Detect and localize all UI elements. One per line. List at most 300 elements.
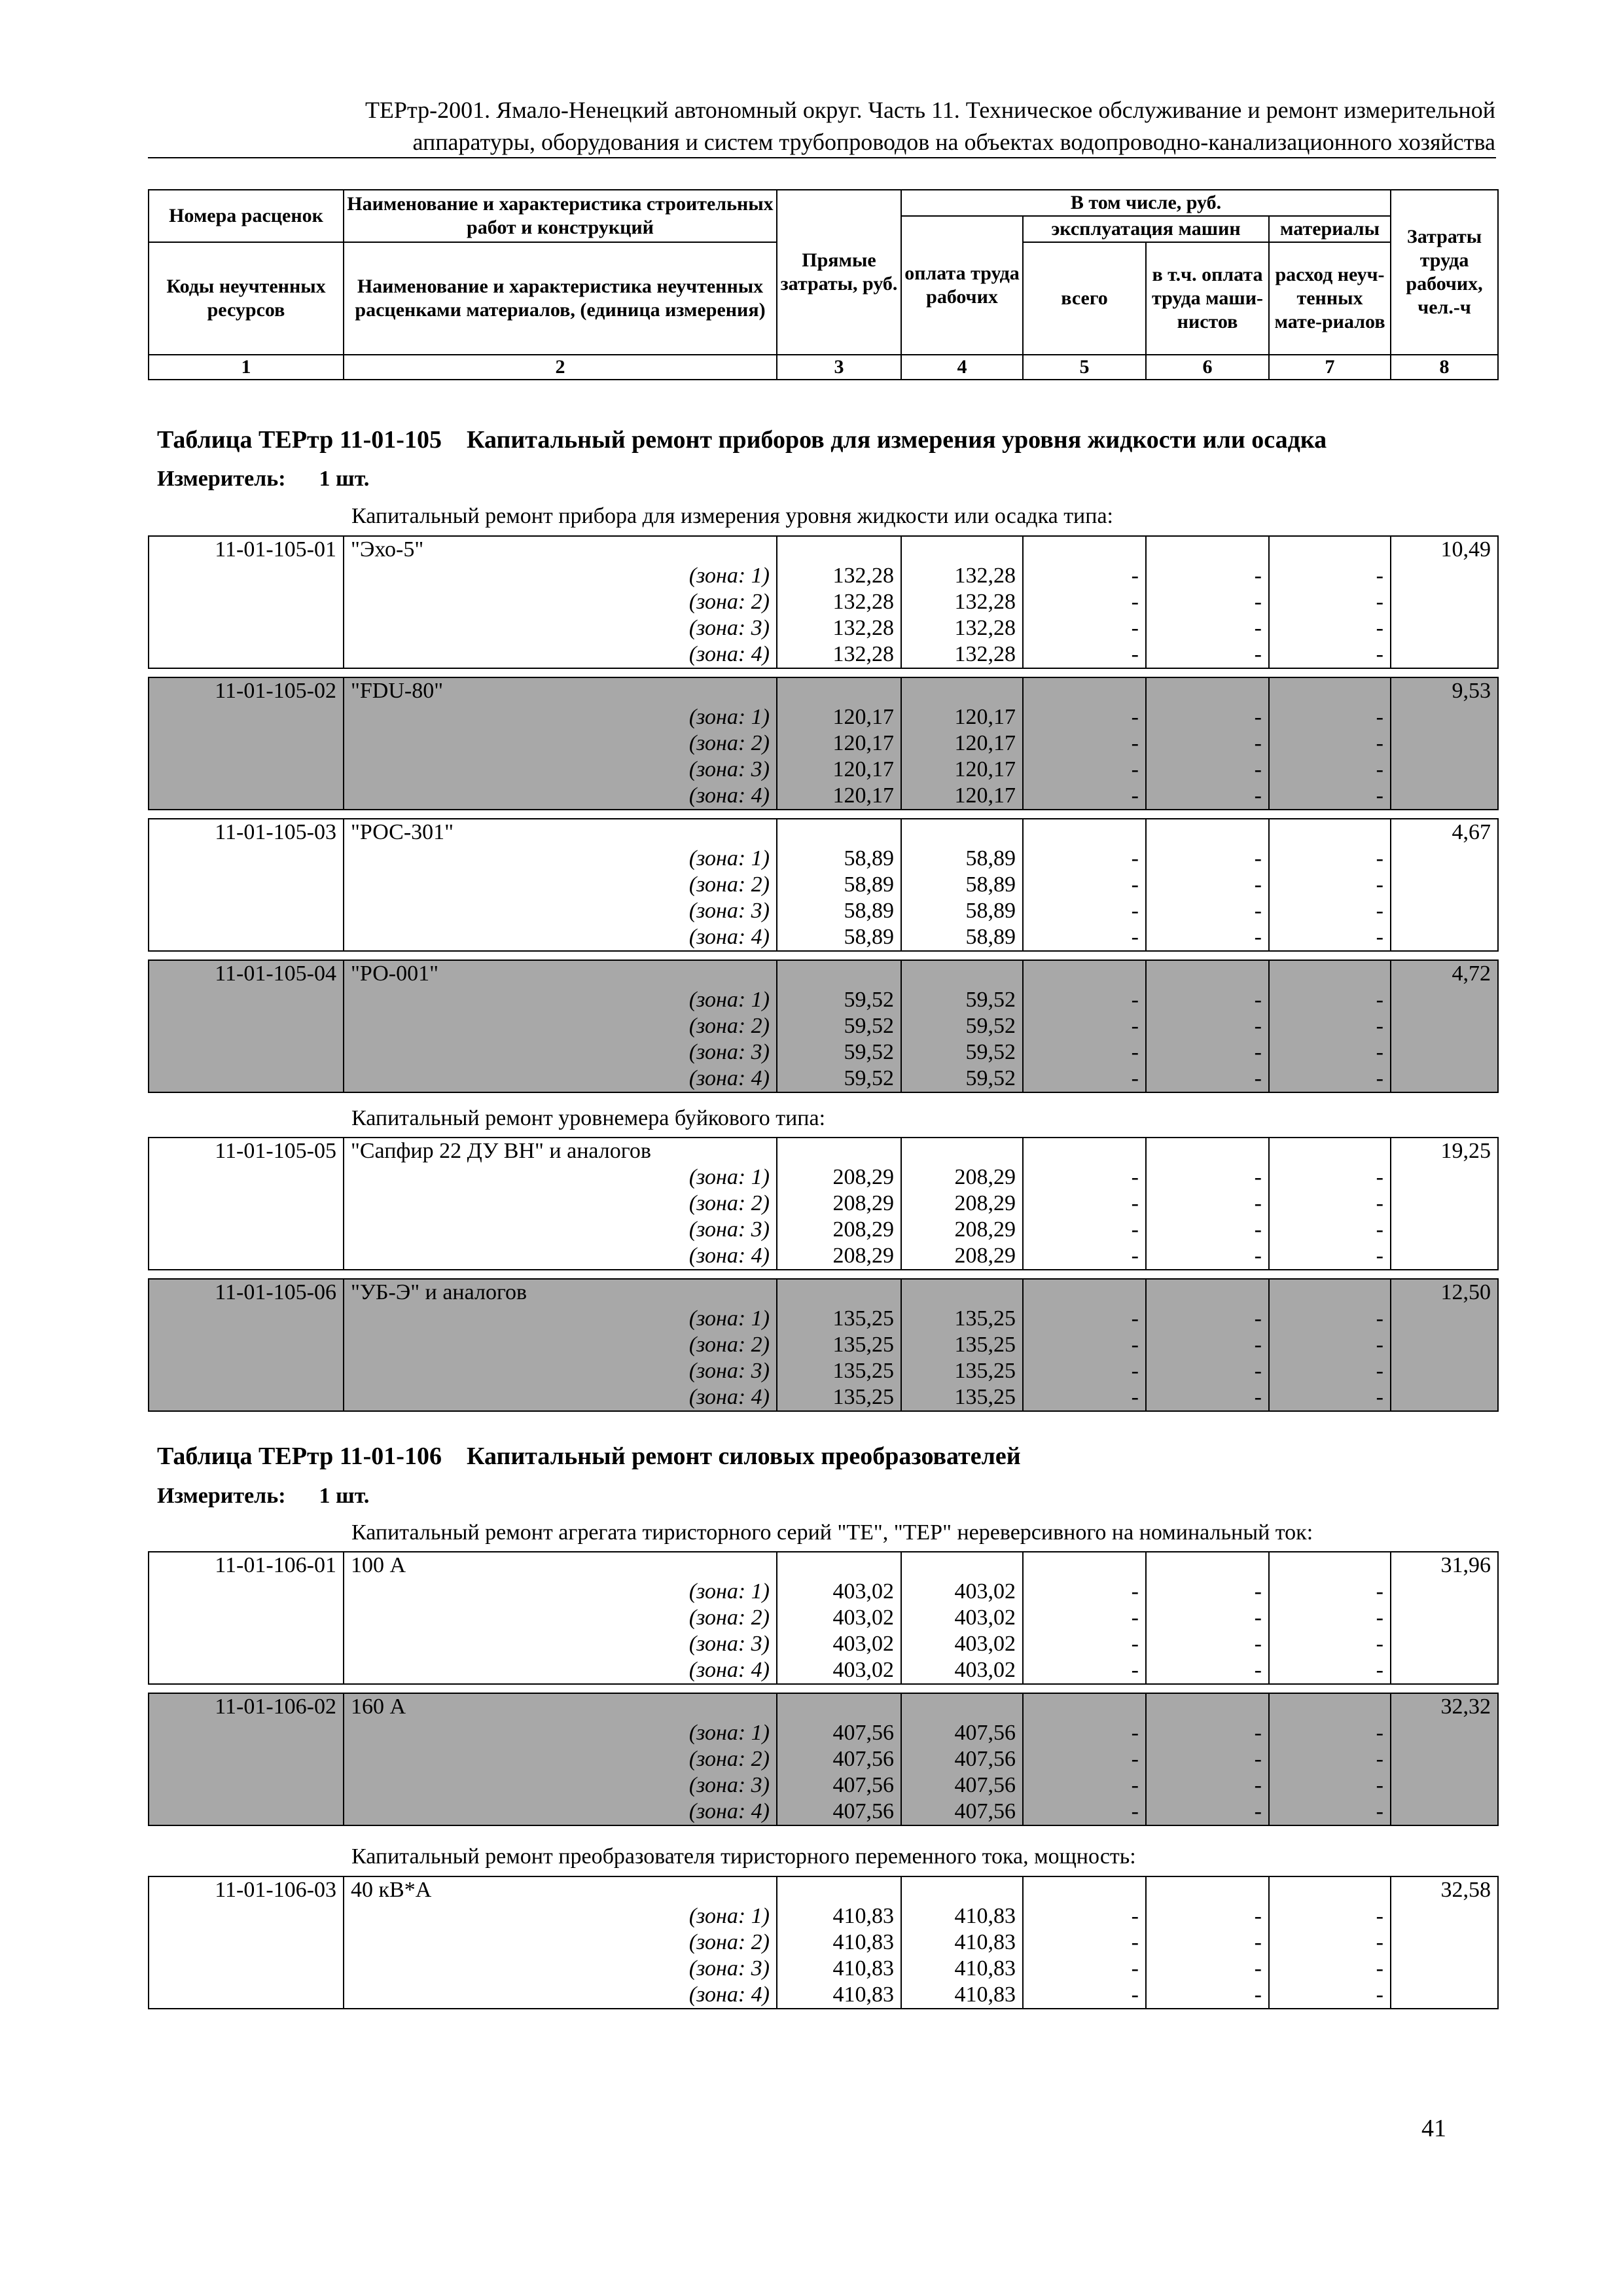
zone-label: (зона: 1) bbox=[344, 1903, 777, 1929]
zone-row bbox=[149, 1720, 1498, 1746]
machinist-pay: - bbox=[1146, 1956, 1269, 1982]
empty-cell bbox=[1269, 677, 1391, 704]
machinist-pay: - bbox=[1146, 1605, 1269, 1631]
group-caption: Капитальный ремонт преобразователя тиристорного переменного тока, мощность: bbox=[351, 1844, 1136, 1869]
empty-cell bbox=[1391, 872, 1498, 898]
machinist-pay: - bbox=[1146, 1746, 1269, 1772]
material-usage: - bbox=[1269, 1217, 1391, 1243]
machinist-pay: - bbox=[1146, 1039, 1269, 1066]
empty-cell bbox=[1391, 987, 1498, 1013]
labor-hours-value: 4,67 bbox=[1391, 819, 1498, 846]
zone-label: (зона: 3) bbox=[344, 1217, 777, 1243]
material-usage: - bbox=[1269, 1013, 1391, 1039]
machinist-pay: - bbox=[1146, 898, 1269, 924]
zone-row bbox=[149, 615, 1498, 641]
material-usage: - bbox=[1269, 730, 1391, 757]
col-material-name: Наименование и характеристика неучтенных расценками материалов, (единица измерения) bbox=[344, 242, 777, 355]
rate-item-header-row bbox=[149, 1693, 1498, 1720]
zone-label: (зона: 1) bbox=[344, 563, 777, 589]
col-materials: материалы bbox=[1269, 216, 1391, 242]
material-usage: - bbox=[1269, 783, 1391, 810]
zone-label: (зона: 2) bbox=[344, 589, 777, 615]
empty-cell bbox=[149, 1164, 344, 1191]
worker-pay: 59,52 bbox=[901, 1013, 1023, 1039]
labor-hours-value: 9,53 bbox=[1391, 677, 1498, 704]
direct-cost: 410,83 bbox=[777, 1982, 901, 2009]
zone-row bbox=[149, 1332, 1498, 1358]
worker-pay: 58,89 bbox=[901, 898, 1023, 924]
empty-cell bbox=[901, 960, 1023, 987]
worker-pay: 208,29 bbox=[901, 1191, 1023, 1217]
machinist-pay: - bbox=[1146, 987, 1269, 1013]
empty-cell bbox=[1269, 1279, 1391, 1306]
material-usage: - bbox=[1269, 1384, 1391, 1411]
zone-label: (зона: 1) bbox=[344, 704, 777, 730]
zone-row bbox=[149, 1358, 1498, 1384]
running-header-line1: ТЕРтр-2001. Ямало-Ненецкий автономный округ. Часть 11. Техническое обслуживание и ремонт измерительной bbox=[365, 97, 1495, 123]
direct-cost: 132,28 bbox=[777, 641, 901, 668]
empty-cell bbox=[1391, 1903, 1498, 1929]
machinist-pay: - bbox=[1146, 1066, 1269, 1092]
zone-label: (зона: 1) bbox=[344, 1306, 777, 1332]
col-num: 5 bbox=[1023, 355, 1146, 380]
labor-hours-value: 32,58 bbox=[1391, 1876, 1498, 1903]
empty-cell bbox=[149, 1929, 344, 1956]
empty-cell bbox=[901, 1138, 1023, 1164]
machinist-pay: - bbox=[1146, 704, 1269, 730]
worker-pay: 132,28 bbox=[901, 589, 1023, 615]
worker-pay: 120,17 bbox=[901, 730, 1023, 757]
page-number: 41 bbox=[1421, 2115, 1446, 2142]
empty-cell bbox=[149, 1903, 344, 1929]
empty-cell bbox=[777, 819, 901, 846]
material-usage: - bbox=[1269, 1772, 1391, 1799]
empty-cell bbox=[901, 1876, 1023, 1903]
empty-cell bbox=[149, 898, 344, 924]
empty-cell bbox=[1269, 960, 1391, 987]
material-usage: - bbox=[1269, 924, 1391, 951]
rate-name: "Эхо-5" bbox=[344, 536, 777, 563]
column-header-table bbox=[148, 189, 1499, 380]
direct-cost: 58,89 bbox=[777, 898, 901, 924]
machines-total: - bbox=[1023, 783, 1146, 810]
rate-item-block bbox=[148, 960, 1499, 1093]
zone-label: (зона: 2) bbox=[344, 1332, 777, 1358]
zone-label: (зона: 2) bbox=[344, 1746, 777, 1772]
zone-row bbox=[149, 730, 1498, 757]
zone-label: (зона: 3) bbox=[344, 1956, 777, 1982]
direct-cost: 410,83 bbox=[777, 1956, 901, 1982]
machines-total: - bbox=[1023, 615, 1146, 641]
machinist-pay: - bbox=[1146, 1358, 1269, 1384]
rate-item-header-row bbox=[149, 819, 1498, 846]
material-usage: - bbox=[1269, 872, 1391, 898]
direct-cost: 58,89 bbox=[777, 872, 901, 898]
rate-name: 40 кВ*А bbox=[344, 1876, 777, 1903]
empty-cell bbox=[1391, 1799, 1498, 1825]
direct-cost: 407,56 bbox=[777, 1720, 901, 1746]
empty-cell bbox=[149, 783, 344, 810]
machinist-pay: - bbox=[1146, 1799, 1269, 1825]
material-usage: - bbox=[1269, 615, 1391, 641]
zone-row bbox=[149, 1013, 1498, 1039]
empty-cell bbox=[1146, 1552, 1269, 1579]
table-title: Таблица ТЕРтр 11-01-105 Капитальный ремонт приборов для измерения уровня жидкости или осадка bbox=[157, 426, 1327, 454]
machines-total: - bbox=[1023, 589, 1146, 615]
zone-label: (зона: 4) bbox=[344, 1982, 777, 2009]
worker-pay: 208,29 bbox=[901, 1243, 1023, 1270]
rate-name: 100 А bbox=[344, 1552, 777, 1579]
table-title: Таблица ТЕРтр 11-01-106 Капитальный ремонт силовых преобразователей bbox=[157, 1443, 1021, 1470]
machines-total: - bbox=[1023, 730, 1146, 757]
material-usage: - bbox=[1269, 1746, 1391, 1772]
rate-code: 11-01-106-02 bbox=[149, 1693, 344, 1720]
machinist-pay: - bbox=[1146, 1579, 1269, 1605]
direct-cost: 403,02 bbox=[777, 1605, 901, 1631]
empty-cell bbox=[1391, 1332, 1498, 1358]
zone-label: (зона: 2) bbox=[344, 872, 777, 898]
zone-row bbox=[149, 1066, 1498, 1092]
zone-label: (зона: 2) bbox=[344, 730, 777, 757]
material-usage: - bbox=[1269, 563, 1391, 589]
worker-pay: 59,52 bbox=[901, 1039, 1023, 1066]
empty-cell bbox=[1023, 1279, 1146, 1306]
col-num: 4 bbox=[901, 355, 1023, 380]
empty-cell bbox=[149, 704, 344, 730]
zone-row bbox=[149, 1039, 1498, 1066]
zone-label: (зона: 4) bbox=[344, 1657, 777, 1684]
worker-pay: 58,89 bbox=[901, 924, 1023, 951]
direct-cost: 132,28 bbox=[777, 615, 901, 641]
col-labor-hours: Затраты труда рабочих, чел.-ч bbox=[1391, 190, 1498, 355]
zone-row bbox=[149, 1799, 1498, 1825]
machines-total: - bbox=[1023, 1306, 1146, 1332]
empty-cell bbox=[149, 1013, 344, 1039]
empty-cell bbox=[149, 757, 344, 783]
direct-cost: 410,83 bbox=[777, 1929, 901, 1956]
machinist-pay: - bbox=[1146, 730, 1269, 757]
machinist-pay: - bbox=[1146, 1772, 1269, 1799]
worker-pay: 120,17 bbox=[901, 757, 1023, 783]
zone-label: (зона: 3) bbox=[344, 757, 777, 783]
empty-cell bbox=[1391, 1605, 1498, 1631]
empty-cell bbox=[901, 677, 1023, 704]
rate-item-header-row bbox=[149, 1552, 1498, 1579]
worker-pay: 132,28 bbox=[901, 615, 1023, 641]
machinist-pay: - bbox=[1146, 1191, 1269, 1217]
zone-row bbox=[149, 1982, 1498, 2009]
zone-label: (зона: 4) bbox=[344, 783, 777, 810]
empty-cell bbox=[777, 1693, 901, 1720]
machinist-pay: - bbox=[1146, 1384, 1269, 1411]
zone-row bbox=[149, 1243, 1498, 1270]
worker-pay: 132,28 bbox=[901, 641, 1023, 668]
machines-total: - bbox=[1023, 898, 1146, 924]
machines-total: - bbox=[1023, 1720, 1146, 1746]
worker-pay: 120,17 bbox=[901, 783, 1023, 810]
rate-item-header-row bbox=[149, 960, 1498, 987]
empty-cell bbox=[1391, 1772, 1498, 1799]
rate-code: 11-01-106-01 bbox=[149, 1552, 344, 1579]
zone-row bbox=[149, 1164, 1498, 1191]
direct-cost: 59,52 bbox=[777, 1039, 901, 1066]
rate-name: "РОС-301" bbox=[344, 819, 777, 846]
empty-cell bbox=[1391, 1982, 1498, 2009]
empty-cell bbox=[1391, 924, 1498, 951]
rate-item-block bbox=[148, 677, 1499, 810]
machines-total: - bbox=[1023, 1332, 1146, 1358]
direct-cost: 410,83 bbox=[777, 1903, 901, 1929]
empty-cell bbox=[1269, 1876, 1391, 1903]
machines-total: - bbox=[1023, 924, 1146, 951]
empty-cell bbox=[1023, 819, 1146, 846]
machines-total: - bbox=[1023, 1903, 1146, 1929]
empty-cell bbox=[149, 1799, 344, 1825]
empty-cell bbox=[777, 1552, 901, 1579]
zone-label: (зона: 1) bbox=[344, 1579, 777, 1605]
empty-cell bbox=[149, 1631, 344, 1657]
zone-row bbox=[149, 898, 1498, 924]
col-machines-total: всего bbox=[1023, 242, 1146, 355]
machinist-pay: - bbox=[1146, 641, 1269, 668]
direct-cost: 407,56 bbox=[777, 1799, 901, 1825]
direct-cost: 208,29 bbox=[777, 1191, 901, 1217]
zone-label: (зона: 3) bbox=[344, 615, 777, 641]
zone-row bbox=[149, 1384, 1498, 1411]
zone-row bbox=[149, 1217, 1498, 1243]
empty-cell bbox=[1391, 1956, 1498, 1982]
zone-label: (зона: 4) bbox=[344, 1066, 777, 1092]
measure-unit: Измеритель: 1 шт. bbox=[157, 1484, 370, 1508]
material-usage: - bbox=[1269, 757, 1391, 783]
empty-cell bbox=[777, 1876, 901, 1903]
empty-cell bbox=[1391, 1746, 1498, 1772]
zone-row bbox=[149, 563, 1498, 589]
worker-pay: 58,89 bbox=[901, 846, 1023, 872]
group-caption: Капитальный ремонт агрегата тиристорного серий "ТЕ", "ТЕР" нереверсивного на номинальный ток: bbox=[351, 1520, 1313, 1545]
direct-cost: 208,29 bbox=[777, 1243, 901, 1270]
col-work-name: Наименование и характеристика строительных работ и конструкций bbox=[344, 190, 777, 242]
machinist-pay: - bbox=[1146, 872, 1269, 898]
rate-code: 11-01-105-02 bbox=[149, 677, 344, 704]
rate-code: 11-01-105-04 bbox=[149, 960, 344, 987]
worker-pay: 407,56 bbox=[901, 1772, 1023, 1799]
empty-cell bbox=[1391, 1929, 1498, 1956]
empty-cell bbox=[149, 872, 344, 898]
empty-cell bbox=[1391, 589, 1498, 615]
zone-label: (зона: 3) bbox=[344, 1358, 777, 1384]
worker-pay: 403,02 bbox=[901, 1657, 1023, 1684]
direct-cost: 403,02 bbox=[777, 1579, 901, 1605]
machines-total: - bbox=[1023, 1746, 1146, 1772]
machines-total: - bbox=[1023, 1217, 1146, 1243]
material-usage: - bbox=[1269, 987, 1391, 1013]
empty-cell bbox=[1146, 819, 1269, 846]
empty-cell bbox=[149, 1579, 344, 1605]
direct-cost: 58,89 bbox=[777, 924, 901, 951]
col-worker-pay: оплата труда рабочих bbox=[901, 216, 1023, 355]
empty-cell bbox=[777, 677, 901, 704]
empty-cell bbox=[149, 987, 344, 1013]
machines-total: - bbox=[1023, 1956, 1146, 1982]
col-num: 7 bbox=[1269, 355, 1391, 380]
rate-code: 11-01-105-03 bbox=[149, 819, 344, 846]
header-rule bbox=[148, 157, 1496, 158]
material-usage: - bbox=[1269, 589, 1391, 615]
rate-code: 11-01-106-03 bbox=[149, 1876, 344, 1903]
direct-cost: 135,25 bbox=[777, 1358, 901, 1384]
machinist-pay: - bbox=[1146, 1657, 1269, 1684]
machinist-pay: - bbox=[1146, 1013, 1269, 1039]
machinist-pay: - bbox=[1146, 846, 1269, 872]
machines-total: - bbox=[1023, 1358, 1146, 1384]
empty-cell bbox=[1269, 1693, 1391, 1720]
zone-label: (зона: 2) bbox=[344, 1013, 777, 1039]
empty-cell bbox=[901, 536, 1023, 563]
empty-cell bbox=[1391, 1039, 1498, 1066]
machines-total: - bbox=[1023, 757, 1146, 783]
empty-cell bbox=[149, 641, 344, 668]
worker-pay: 403,02 bbox=[901, 1631, 1023, 1657]
empty-cell bbox=[149, 1384, 344, 1411]
empty-cell bbox=[1391, 1720, 1498, 1746]
machines-total: - bbox=[1023, 1772, 1146, 1799]
machines-total: - bbox=[1023, 1384, 1146, 1411]
direct-cost: 59,52 bbox=[777, 1013, 901, 1039]
empty-cell bbox=[149, 1039, 344, 1066]
rate-item-block bbox=[148, 1693, 1499, 1826]
material-usage: - bbox=[1269, 641, 1391, 668]
labor-hours-value: 31,96 bbox=[1391, 1552, 1498, 1579]
worker-pay: 407,56 bbox=[901, 1799, 1023, 1825]
machines-total: - bbox=[1023, 1579, 1146, 1605]
labor-hours-value: 12,50 bbox=[1391, 1279, 1498, 1306]
zone-label: (зона: 4) bbox=[344, 1799, 777, 1825]
empty-cell bbox=[149, 1657, 344, 1684]
zone-row bbox=[149, 1929, 1498, 1956]
worker-pay: 132,28 bbox=[901, 563, 1023, 589]
zone-label: (зона: 2) bbox=[344, 1929, 777, 1956]
empty-cell bbox=[901, 1279, 1023, 1306]
empty-cell bbox=[149, 730, 344, 757]
machinist-pay: - bbox=[1146, 1332, 1269, 1358]
empty-cell bbox=[1023, 1138, 1146, 1164]
empty-cell bbox=[1391, 846, 1498, 872]
direct-cost: 403,02 bbox=[777, 1631, 901, 1657]
direct-cost: 120,17 bbox=[777, 783, 901, 810]
material-usage: - bbox=[1269, 1929, 1391, 1956]
rate-item-header-row bbox=[149, 536, 1498, 563]
zone-row bbox=[149, 641, 1498, 668]
empty-cell bbox=[149, 1217, 344, 1243]
col-num: 6 bbox=[1146, 355, 1269, 380]
machinist-pay: - bbox=[1146, 1929, 1269, 1956]
rate-item-block bbox=[148, 535, 1499, 669]
empty-cell bbox=[149, 846, 344, 872]
empty-cell bbox=[149, 1066, 344, 1092]
machinist-pay: - bbox=[1146, 1903, 1269, 1929]
zone-label: (зона: 4) bbox=[344, 1384, 777, 1411]
column-numbers-row bbox=[149, 355, 1498, 380]
empty-cell bbox=[1391, 704, 1498, 730]
rate-name: "УБ-Э" и аналогов bbox=[344, 1279, 777, 1306]
empty-cell bbox=[1391, 1217, 1498, 1243]
empty-cell bbox=[1269, 1138, 1391, 1164]
zone-row bbox=[149, 1631, 1498, 1657]
direct-cost: 120,17 bbox=[777, 704, 901, 730]
zone-row bbox=[149, 757, 1498, 783]
zone-label: (зона: 4) bbox=[344, 1243, 777, 1270]
col-machinist-pay: в т.ч. оплата труда маши-нистов bbox=[1146, 242, 1269, 355]
machines-total: - bbox=[1023, 1191, 1146, 1217]
empty-cell bbox=[1391, 1013, 1498, 1039]
empty-cell bbox=[149, 563, 344, 589]
empty-cell bbox=[1391, 1384, 1498, 1411]
empty-cell bbox=[1023, 1876, 1146, 1903]
material-usage: - bbox=[1269, 1306, 1391, 1332]
zone-label: (зона: 3) bbox=[344, 898, 777, 924]
machines-total: - bbox=[1023, 1243, 1146, 1270]
machinist-pay: - bbox=[1146, 615, 1269, 641]
worker-pay: 208,29 bbox=[901, 1164, 1023, 1191]
direct-cost: 132,28 bbox=[777, 589, 901, 615]
empty-cell bbox=[149, 1720, 344, 1746]
worker-pay: 208,29 bbox=[901, 1217, 1023, 1243]
zone-label: (зона: 1) bbox=[344, 1720, 777, 1746]
empty-cell bbox=[1023, 677, 1146, 704]
rate-code: 11-01-105-01 bbox=[149, 536, 344, 563]
worker-pay: 59,52 bbox=[901, 987, 1023, 1013]
empty-cell bbox=[1391, 1579, 1498, 1605]
col-num: 8 bbox=[1391, 355, 1498, 380]
zone-row bbox=[149, 589, 1498, 615]
worker-pay: 407,56 bbox=[901, 1746, 1023, 1772]
zone-label: (зона: 2) bbox=[344, 1191, 777, 1217]
worker-pay: 403,02 bbox=[901, 1579, 1023, 1605]
worker-pay: 135,25 bbox=[901, 1306, 1023, 1332]
empty-cell bbox=[1023, 536, 1146, 563]
empty-cell bbox=[149, 1956, 344, 1982]
material-usage: - bbox=[1269, 1720, 1391, 1746]
material-usage: - bbox=[1269, 1164, 1391, 1191]
material-usage: - bbox=[1269, 1066, 1391, 1092]
rate-item-block bbox=[148, 1278, 1499, 1412]
direct-cost: 135,25 bbox=[777, 1384, 901, 1411]
empty-cell bbox=[149, 1772, 344, 1799]
empty-cell bbox=[149, 924, 344, 951]
worker-pay: 120,17 bbox=[901, 704, 1023, 730]
rate-item-header-row bbox=[149, 1138, 1498, 1164]
material-usage: - bbox=[1269, 1358, 1391, 1384]
col-rate-numbers: Номера расценок bbox=[149, 190, 344, 242]
empty-cell bbox=[1146, 1138, 1269, 1164]
empty-cell bbox=[777, 1279, 901, 1306]
machinist-pay: - bbox=[1146, 563, 1269, 589]
zone-label: (зона: 3) bbox=[344, 1039, 777, 1066]
machinist-pay: - bbox=[1146, 783, 1269, 810]
col-num: 1 bbox=[149, 355, 344, 380]
machines-total: - bbox=[1023, 1799, 1146, 1825]
zone-row bbox=[149, 704, 1498, 730]
empty-cell bbox=[1391, 757, 1498, 783]
material-usage: - bbox=[1269, 1191, 1391, 1217]
empty-cell bbox=[1391, 1066, 1498, 1092]
col-num: 2 bbox=[344, 355, 777, 380]
rate-code: 11-01-105-06 bbox=[149, 1279, 344, 1306]
material-usage: - bbox=[1269, 1579, 1391, 1605]
worker-pay: 135,25 bbox=[901, 1332, 1023, 1358]
rate-name: "РО-001" bbox=[344, 960, 777, 987]
